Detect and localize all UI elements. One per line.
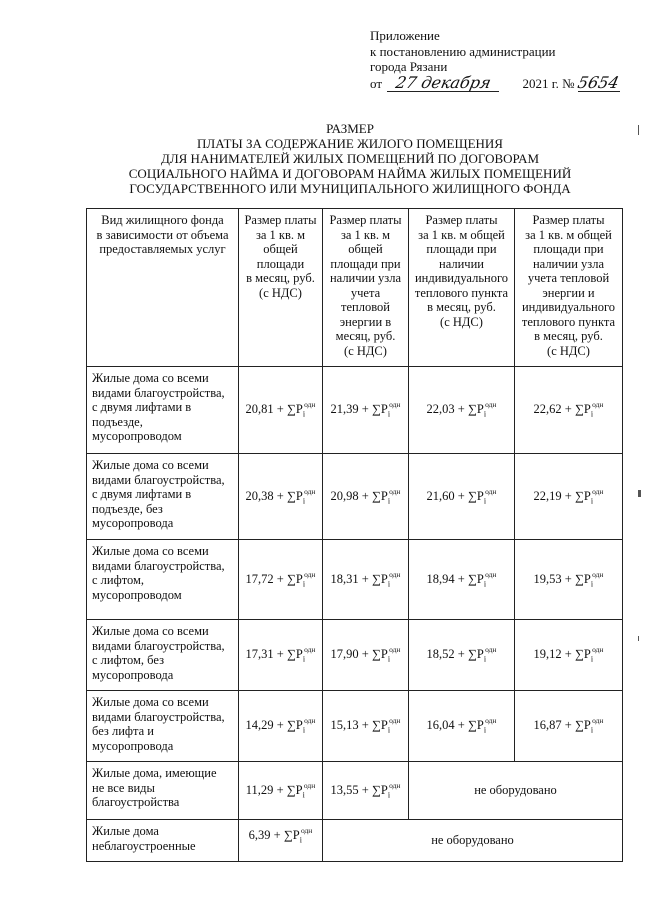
header-line: учета [350,285,381,300]
fee-cell [323,691,409,762]
fund-type-cell [87,540,239,620]
fee-formula-subscript: i [590,409,594,419]
fee-formula-superscript: одн [304,486,316,496]
fee-formula-superscript: одн [592,400,604,409]
fee-formula-subscript: i [483,654,487,664]
fee-formula-sum: + ∑P [361,647,388,661]
fee-cell [239,762,323,820]
fee-formula-subscript: i [387,496,391,505]
fee-cell [409,620,515,691]
fee-value: 19,12 [533,647,562,661]
title-line: ГОСУДАРСТВЕННОГО ИЛИ МУНИЦИПАЛЬНОГО ЖИЛИЩНОГО ФОНДА [129,181,571,196]
fee-formula-subscript: i [387,654,391,664]
title-line: ПЛАТЫ ЗА СОДЕРЖАНИЕ ЖИЛОГО ПОМЕЩЕНИЯ [197,136,503,151]
header-line: (с НДС) [344,343,387,358]
fee-formula-sum: + ∑P [276,782,303,797]
fee-value: 11,29 [245,782,274,797]
fee-value: 16,87 [533,718,562,732]
header-line: площади при [426,242,497,256]
fund-type-cell [87,820,239,862]
fee-formula-superscript: одн [389,780,401,790]
fee-cell [515,367,623,454]
header-line: за 1 кв. м [340,227,391,242]
fee-formula-subscript: i [302,725,306,735]
fund-type-line: благоустройства [92,795,180,809]
header-line: месяц, руб. [335,329,396,343]
header-line: площади [256,256,305,271]
fee-formula-sum: + ∑P [361,718,388,732]
fee-formula-subscript: i [302,654,306,664]
header-line: Размер платы [329,213,402,227]
fee-formula-sum: + ∑P [457,488,484,503]
fee-cell [239,454,323,540]
fee-cell [323,367,409,454]
document-title [60,121,640,196]
fee-value: 20,98 [330,488,359,503]
fee-cell [409,454,515,540]
fee-formula-superscript: одн [304,569,316,579]
header-line: (с НДС) [547,343,590,358]
fee-formula-superscript: одн [304,645,316,654]
margin-mark [638,636,639,641]
fee-cell [515,691,623,762]
fee-value: 22,19 [533,488,562,503]
title-line: РАЗМЕР [326,121,374,136]
fee-cell [239,540,323,620]
appendix-block [370,28,620,93]
fee-formula-subscript: i [483,725,487,735]
fund-type-line: мусоропровода [92,667,174,682]
fee-formula-superscript: одн [300,826,313,835]
fund-type-cell [87,691,239,762]
fund-type-line: без лифта и [92,724,154,738]
column-header-fund-type [87,209,239,367]
fund-type-line: Жилые дома со всеми [92,371,209,385]
header-line: Размер платы [425,213,498,227]
header-line: наличии узла [532,256,605,271]
fund-type-line: видами благоустройства, [92,638,225,653]
fund-type-cell [87,367,239,454]
header-line: энергии в [339,314,392,329]
header-line: в месяц, руб. [246,271,315,285]
fund-type-line: подъезде, без [92,501,163,516]
fee-value: 15,13 [330,718,359,732]
fund-type-line: Жилые дома со всеми [92,544,209,558]
not-equipped-cell: не оборудовано [323,820,623,862]
fee-cell [323,540,409,620]
header-line: наличии узла [329,271,402,285]
fee-cell [515,454,623,540]
fee-formula-sum: + ∑P [564,571,591,586]
fund-type-line: неблагоустроенные [92,838,196,853]
table-row [87,367,623,454]
fee-value: 18,31 [330,571,359,586]
decree-date-field [387,72,499,93]
fee-formula-superscript: одн [304,716,316,725]
decree-year-text: 2021 г. № [522,75,575,91]
fund-type-line: видами благоустройства, [92,472,225,487]
fee-formula-sum: + ∑P [276,718,303,732]
table-row [87,762,623,820]
fee-value: 18,52 [426,647,455,661]
fee-value: 14,29 [245,718,274,732]
fund-type-line: видами благоустройства, [92,385,225,400]
header-line: (с НДС) [440,314,483,329]
fee-value: 13,55 [330,782,359,797]
fee-formula-superscript: одн [485,645,497,654]
fund-type-line: с лифтом, без [92,653,165,667]
fee-formula-sum: + ∑P [361,402,388,416]
header-line: предоставляемых услуг [99,242,226,256]
fee-value: 21,39 [330,402,359,416]
header-line: учета тепловой [527,271,610,285]
header-line: общей [348,242,383,256]
fee-formula-subscript: i [483,409,487,419]
fee-formula-superscript: одн [485,569,497,579]
fee-formula-sum: + ∑P [361,782,388,797]
header-line: наличии [439,256,484,271]
fee-value: 19,53 [533,571,562,586]
fee-formula-sum: + ∑P [564,647,591,661]
fee-cell [239,691,323,762]
date-prefix: от [370,75,383,91]
fee-formula-sum: + ∑P [457,647,484,661]
fund-type-line: мусоропроводом [92,587,182,602]
fee-formula-sum: + ∑P [273,828,300,842]
title-line: СОЦИАЛЬНОГО НАЙМА И ДОГОВОРАМ НАЙМА ЖИЛЫХ ПОМЕЩЕНИЙ [128,166,572,181]
fee-formula-subscript: i [302,496,306,505]
header-line: общей [263,242,298,256]
fee-formula-sum: + ∑P [276,402,303,416]
fund-type-line: Жилые дома со всеми [92,624,209,638]
fee-formula-sum: + ∑P [457,402,484,416]
fee-formula-subscript: i [590,496,594,505]
fee-formula-superscript: одн [485,486,497,496]
fee-value: 17,31 [245,647,274,661]
fee-value: 21,60 [426,488,455,503]
fund-type-line: видами благоустройства, [92,709,225,724]
fund-type-line: с двумя лифтами в [92,487,192,501]
fee-value: 17,72 [245,571,274,586]
table-row [87,454,623,540]
fee-cell [323,762,409,820]
fund-type-line: видами благоустройства, [92,558,225,573]
fee-value: 20,81 [245,402,274,416]
fee-formula-subscript: i [483,579,487,588]
column-header-fee-2 [323,209,409,367]
fund-type-line: Жилые дома, имеющие [92,766,217,780]
fee-formula-sum: + ∑P [564,488,591,503]
header-line: за 1 кв. м общей [525,227,612,242]
fee-cell [515,540,623,620]
fee-formula-superscript: одн [592,486,604,496]
fee-table [86,208,623,862]
fee-cell [323,454,409,540]
fee-formula-superscript: одн [389,486,401,496]
decree-number-handwritten: 5654 [576,72,622,92]
decree-number-field [576,72,622,93]
fee-cell [323,620,409,691]
fee-formula-sum: + ∑P [457,718,484,732]
fee-cell [409,691,515,762]
appendix-line-3: города Рязани [370,59,448,74]
header-line: площади при [533,242,604,256]
header-line: индивидуального [521,300,616,314]
header-line: за 1 кв. м общей [418,227,505,242]
appendix-line-1: Приложение [370,28,440,43]
fee-cell [239,367,323,454]
fund-type-line: не все виды [92,780,155,795]
fee-formula-subscript: i [302,790,305,799]
not-equipped-cell: не оборудовано [409,762,623,820]
fee-value: 20,38 [245,488,274,503]
fee-formula-superscript: одн [592,569,604,579]
title-line: ДЛЯ НАНИМАТЕЛЕЙ ЖИЛЫХ ПОМЕЩЕНИЙ ПО ДОГОВОРАМ [160,151,540,166]
fee-formula-sum: + ∑P [276,488,303,503]
fee-formula-sum: + ∑P [564,718,591,732]
fee-formula-superscript: одн [389,716,401,725]
fee-formula-subscript: i [387,579,391,588]
fee-formula-subscript: i [299,835,302,845]
fee-cell [409,540,515,620]
fee-formula-superscript: одн [389,645,401,654]
fee-formula-subscript: i [590,579,594,588]
fund-type-line: подъезде, [92,414,143,429]
fund-type-cell [87,454,239,540]
fee-formula-sum: + ∑P [564,402,591,416]
fee-formula-superscript: одн [303,780,316,790]
fee-formula-superscript: одн [389,400,401,409]
header-line: теплового пункта [521,314,616,329]
fee-formula-superscript: одн [485,716,497,725]
column-header-fee-3 [409,209,515,367]
fee-value: 17,90 [330,647,359,661]
fund-type-line: Жилые дома со всеми [92,695,209,709]
fee-cell [409,367,515,454]
fund-type-line: с лифтом, [92,573,145,587]
fee-formula-superscript: одн [592,645,604,654]
fee-cell [239,620,323,691]
fee-cell [515,620,623,691]
header-line: в месяц, руб. [427,300,496,314]
fee-formula-superscript: одн [389,569,401,579]
fund-type-line: Жилые дома со всеми [92,458,209,472]
table-header-row [87,209,623,367]
table-row [87,540,623,620]
header-line: Размер платы [532,213,605,227]
fund-type-line: мусоропровода [92,738,174,753]
table-row [87,820,623,862]
fee-formula-subscript: i [302,579,306,588]
fee-formula-subscript: i [590,725,594,735]
fee-formula-sum: + ∑P [361,488,388,503]
header-line: Вид жилищного фонда [101,213,224,227]
header-line: тепловой [341,300,390,314]
decree-date-row [370,72,622,93]
fee-formula-sum: + ∑P [457,571,484,586]
fee-formula-subscript: i [590,654,594,664]
fee-value: 22,62 [533,402,562,416]
header-line: за 1 кв. м [255,227,306,242]
fee-formula-subscript: i [302,409,306,419]
decree-date-handwritten: 27 декабря [393,72,493,92]
header-line: индивидуального [414,271,509,285]
fee-value: 6,39 [248,828,271,842]
fee-formula-superscript: одн [592,716,604,725]
header-line: теплового пункта [414,285,509,300]
fee-formula-subscript: i [483,496,487,505]
appendix-line-2: к постановлению администрации [370,43,556,59]
table-row [87,620,623,691]
header-line: площади при [330,256,401,271]
fee-formula-subscript: i [387,409,391,419]
column-header-fee-1 [239,209,323,367]
column-header-fee-4 [515,209,623,367]
header-line: энергии и [542,285,595,300]
header-line: в месяц, руб. [534,329,603,343]
fee-value: 22,03 [426,402,455,416]
fee-formula-sum: + ∑P [361,571,388,586]
fee-value: 16,04 [426,718,455,732]
fund-type-line: Жилые дома [92,824,159,838]
fee-formula-subscript: i [387,725,391,735]
fee-value: 18,94 [426,571,455,586]
margin-mark [638,490,641,497]
header-line: в зависимости от объема [96,227,229,242]
fee-formula-subscript: i [387,790,391,799]
fee-formula-superscript: одн [485,400,497,409]
fund-type-line: мусоропроводом [92,429,182,443]
fund-type-line: мусоропровода [92,516,174,530]
fund-type-cell [87,762,239,820]
fee-formula-sum: + ∑P [276,647,303,661]
fee-cell [239,820,323,862]
table-row [87,691,623,762]
fund-type-line: с двумя лифтами в [92,400,192,414]
fee-formula-sum: + ∑P [276,571,303,586]
fee-formula-superscript: одн [304,400,316,409]
fund-type-cell [87,620,239,691]
header-line: Размер платы [244,213,317,227]
header-line: (с НДС) [259,285,302,300]
